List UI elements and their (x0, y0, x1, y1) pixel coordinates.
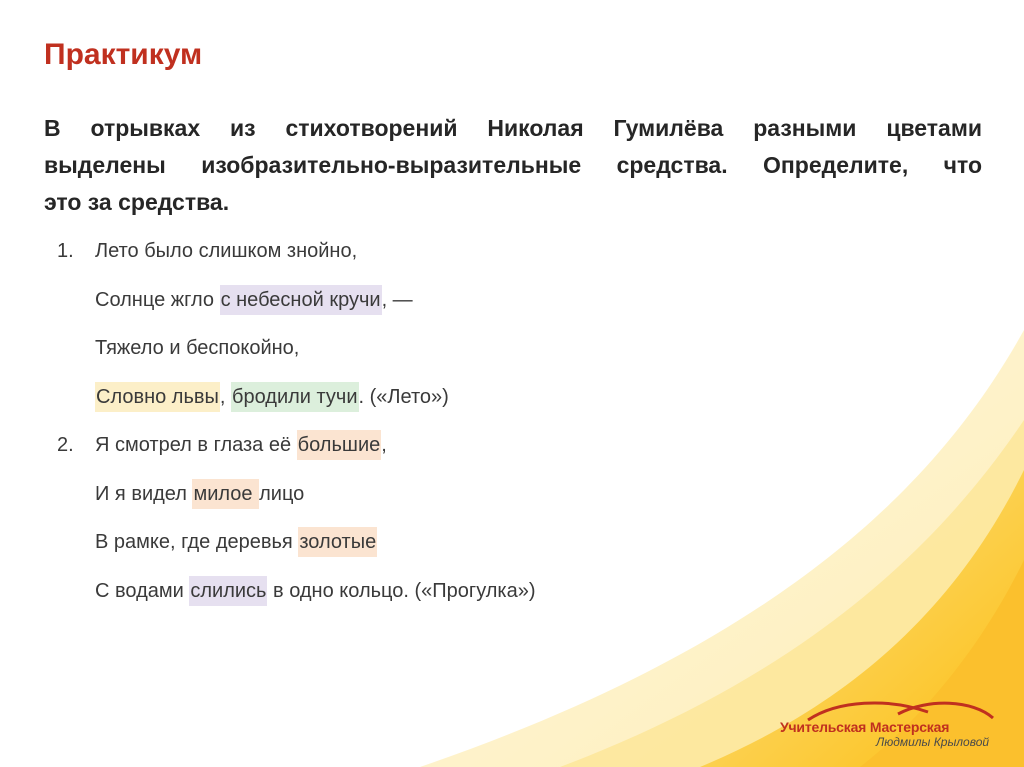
poem-line (95, 330, 299, 366)
task-instructions (44, 110, 982, 221)
logo (778, 698, 1000, 750)
task-line: это за средства. (44, 189, 230, 215)
poem-number: 1. (57, 240, 74, 262)
poem-line (95, 573, 536, 609)
poem-text: в одно кольцо. («Прогулка») (267, 580, 536, 602)
poem-text: , — (381, 289, 413, 311)
poem-text: Лето было слишком знойно, (95, 240, 358, 262)
highlighted-phrase-peach: золотые (298, 527, 377, 557)
logo-subtitle: Людмилы Крыловой (876, 735, 990, 749)
poem-number: 2. (57, 434, 74, 456)
highlighted-phrase-green: бродили тучи (231, 382, 358, 412)
page-title: Практикум (44, 38, 203, 71)
poem-line (95, 233, 357, 269)
poem-text: В рамке, где деревья (95, 531, 299, 553)
highlighted-phrase-peach: милое (192, 479, 259, 509)
poem-line (95, 282, 413, 318)
highlighted-phrase-purple: слились (189, 576, 267, 606)
highlighted-phrase-peach: большие (297, 430, 382, 460)
poem-line (95, 427, 387, 463)
poem-text: Я смотрел в глаза её (95, 434, 297, 456)
poem-text: , (381, 434, 387, 456)
task-line: выделены изобразительно-выразительные средства. Определите, что (44, 152, 982, 178)
task-line: В отрывках из стихотворений Николая Гумилёва разными цветами (44, 115, 982, 141)
poem-text: . («Лето») (358, 386, 449, 408)
highlighted-phrase-purple: с небесной кручи (220, 285, 382, 315)
highlighted-phrase-yellow: Словно львы (95, 382, 220, 412)
poem-text: С водами (95, 580, 190, 602)
poem-line (95, 524, 377, 560)
poem-text: Солнце жгло (95, 289, 220, 311)
poem-text: лицо (259, 483, 305, 505)
poem-line (95, 379, 449, 415)
poem-line (95, 476, 304, 512)
logo-title: Учительская Мастерская (780, 719, 950, 735)
poem-text: И я видел (95, 483, 193, 505)
poem-text: Тяжело и беспокойно, (95, 337, 300, 359)
poem-text: , (219, 386, 232, 408)
